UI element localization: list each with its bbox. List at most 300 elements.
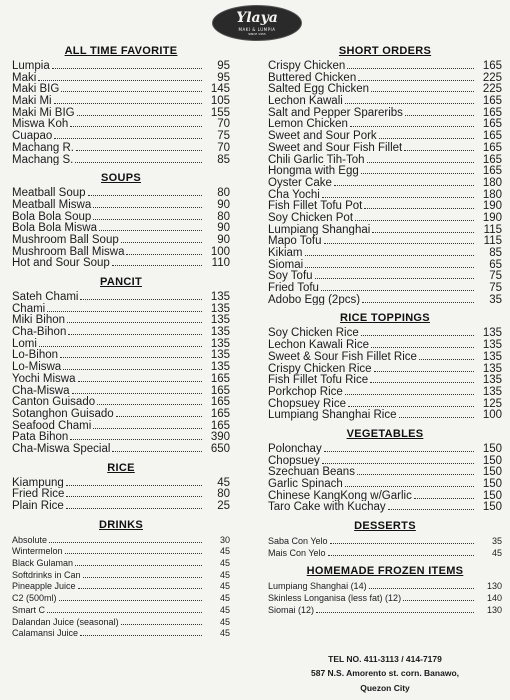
item-name: Garlic Spinach [268, 478, 343, 490]
item-name: Plain Rice [12, 500, 64, 512]
item-price: 135 [210, 349, 230, 362]
item-price: 165 [210, 396, 230, 408]
dot-leader [97, 396, 202, 405]
menu-item [12, 303, 230, 315]
dot-leader [65, 545, 202, 554]
item-name: Cha-Miswa [12, 384, 70, 397]
item-price: 150 [482, 501, 502, 514]
menu-item [268, 95, 502, 107]
menu-item [12, 187, 230, 199]
menu-item [12, 592, 230, 604]
item-name: Chopsuey [268, 454, 320, 467]
dot-leader [93, 420, 202, 429]
item-price: 135 [210, 337, 230, 350]
section-heading-soups: SOUPS [100, 172, 141, 185]
menu-item [12, 545, 230, 557]
dot-leader [328, 547, 474, 556]
dot-leader [324, 235, 475, 244]
menu-item [12, 95, 230, 107]
dot-leader [347, 60, 474, 69]
menu-item [12, 408, 230, 420]
item-price: 45 [219, 593, 230, 604]
item-name: C2 (500ml) [12, 593, 57, 604]
menu-item [12, 326, 230, 338]
item-price: 45 [219, 569, 230, 580]
dot-leader [322, 189, 474, 198]
menu-item [268, 118, 502, 130]
item-price: 135 [210, 326, 230, 338]
item-name: Mais Con Yelo [268, 547, 326, 558]
item-name: Black Gulaman [12, 558, 74, 569]
item-price: 135 [482, 339, 502, 351]
item-name: Chami [12, 302, 46, 315]
dot-leader [80, 627, 202, 636]
dot-leader [370, 374, 474, 383]
menu-item [12, 246, 230, 258]
dot-leader [379, 130, 474, 139]
dot-leader [321, 282, 474, 291]
item-price: 45 [491, 547, 502, 558]
dot-leader [93, 199, 202, 208]
item-name: Lo-Bihon [12, 349, 59, 362]
item-price: 80 [217, 187, 230, 199]
menu-item [268, 212, 502, 224]
menu-item [12, 420, 230, 432]
item-price: 75 [217, 130, 230, 142]
dot-leader [99, 222, 202, 231]
item-name: Cha-Bihon [12, 326, 67, 338]
item-name: Cha-Miswa Special [12, 442, 111, 455]
menu-item [12, 234, 230, 246]
menu-item [12, 477, 230, 489]
item-price: 145 [210, 83, 230, 96]
menu-item [268, 327, 502, 339]
menu-item [268, 501, 502, 513]
item-price: 135 [210, 361, 230, 373]
item-name: Oyster Cake [268, 176, 332, 189]
item-price: 180 [482, 176, 502, 189]
dot-leader [52, 60, 202, 69]
item-name: Lo-Miswa [12, 361, 62, 373]
item-price: 135 [210, 314, 230, 327]
menu-item [268, 72, 502, 84]
item-price: 110 [211, 257, 230, 269]
item-price: 90 [217, 198, 230, 211]
item-name: Machang R. [12, 141, 75, 154]
item-name: Canton Guisado [12, 396, 96, 408]
menu-item [268, 189, 502, 201]
dot-leader [67, 314, 202, 323]
menu-item [12, 314, 230, 326]
item-name: Polonchay [268, 442, 322, 455]
item-name: Pata Bihon [12, 431, 69, 443]
item-price: 165 [210, 384, 230, 397]
item-price: 140 [486, 593, 502, 604]
item-name: Bola Bola Soup [12, 210, 92, 223]
dot-leader [76, 142, 202, 151]
item-price: 135 [210, 291, 230, 303]
section-heading-drinks: DRINKS [99, 518, 143, 531]
menu-item [12, 291, 230, 303]
item-price: 45 [219, 546, 230, 557]
section-heading-rice: RICE [107, 461, 135, 474]
city-line: Quezon City [360, 683, 410, 693]
item-name: Fish Fillet Tofu Pot [268, 200, 363, 212]
dot-leader [49, 534, 202, 543]
item-name: Maki Mi BIG [12, 106, 75, 119]
item-price: 80 [217, 210, 230, 223]
dot-leader [345, 95, 474, 104]
item-price: 45 [217, 476, 230, 489]
logo-tagline: MAKI & LUMPIA [238, 27, 276, 32]
menu-item [268, 282, 502, 294]
dot-leader [371, 83, 474, 92]
item-price: 35 [491, 536, 502, 547]
item-name: Hongma with Egg [268, 165, 359, 177]
menu-item [268, 351, 502, 363]
section-heading-desserts: DESSERTS [354, 520, 416, 533]
item-name: Siomai [268, 258, 304, 271]
menu-item [12, 569, 230, 581]
dot-leader [358, 72, 474, 81]
dot-leader [88, 187, 202, 196]
menu-item [12, 257, 230, 269]
item-price: 100 [210, 245, 230, 258]
menu-item [12, 154, 230, 166]
menu-item [12, 396, 230, 408]
item-name: Hot and Sour Soup [12, 257, 110, 269]
item-price: 135 [482, 362, 502, 375]
menu-item [12, 338, 230, 350]
item-price: 130 [486, 604, 502, 615]
dot-leader [330, 535, 474, 544]
menu-item [12, 211, 230, 223]
item-name: Chili Garlic Tih-Toh [268, 153, 365, 166]
dot-leader [59, 592, 202, 601]
item-name: Mushroom Ball Miswa [12, 245, 125, 258]
item-name: Lechon Kawali Rice [268, 339, 370, 351]
menu-item [268, 83, 502, 95]
menu-item [268, 154, 502, 166]
item-price: 135 [482, 327, 502, 340]
menu-item [268, 247, 502, 259]
item-name: Lumpiang Shanghai Rice [268, 409, 397, 421]
item-name: Sweet and Sour Fish Fillet [268, 141, 403, 154]
menu-item [268, 386, 502, 398]
menu-item [12, 431, 230, 443]
item-price: 155 [210, 106, 230, 119]
item-price: 135 [210, 302, 230, 315]
dot-leader [362, 294, 474, 303]
item-name: Lomi [12, 337, 37, 350]
item-name: Machang S. [12, 153, 74, 166]
menu-item [12, 83, 230, 95]
item-name: Absolute [12, 534, 48, 545]
item-price: 165 [482, 153, 502, 166]
section-heading-pancit: PANCIT [100, 276, 142, 288]
item-name: Siomai (12) [268, 604, 315, 615]
item-price: 105 [210, 95, 230, 107]
dot-leader [355, 212, 474, 221]
item-name: Lechon Kawali [268, 95, 343, 107]
item-name: Pineapple Juice [12, 581, 76, 592]
item-name: Lumpiang Shanghai (14) [268, 581, 367, 592]
item-price: 25 [217, 500, 230, 512]
item-name: Seafood Chami [12, 419, 92, 432]
menu-item [12, 107, 230, 119]
dot-leader [75, 557, 202, 566]
dot-leader [361, 327, 474, 336]
item-name: Kikiam [268, 247, 303, 259]
menu-item [268, 466, 502, 478]
menu-item [268, 177, 502, 189]
item-price: 150 [482, 442, 502, 455]
dot-leader [75, 154, 202, 163]
dot-leader [112, 443, 202, 452]
dot-leader [372, 224, 474, 233]
address-line: 587 N.S. Amorento st. corn. Banawo, [311, 668, 459, 678]
menu-item [12, 385, 230, 397]
menu-item [12, 72, 230, 84]
item-name: Sweet and Sour Pork [268, 130, 377, 142]
item-name: Yochi Miswa [12, 372, 76, 385]
menu-item [12, 222, 230, 234]
item-price: 650 [210, 442, 230, 455]
item-name: Smart C [12, 604, 46, 615]
dot-leader [334, 177, 474, 186]
menu-item [268, 535, 502, 547]
item-price: 45 [219, 581, 230, 592]
dot-leader [404, 142, 474, 151]
menu-item [12, 443, 230, 455]
dot-leader [345, 386, 474, 395]
dot-leader [361, 165, 474, 174]
item-price: 45 [219, 616, 230, 627]
section-heading-all-time: ALL TIME FAVORITE [64, 45, 178, 57]
item-name: Mushroom Ball Soup [12, 233, 119, 246]
dot-leader [126, 246, 202, 255]
menu-item [268, 478, 502, 490]
item-name: Wintermelon [12, 546, 63, 557]
item-price: 165 [210, 407, 230, 420]
dot-leader [61, 83, 202, 92]
dot-leader [405, 107, 474, 116]
item-name: Porkchop Rice [268, 385, 343, 398]
item-price: 225 [482, 71, 502, 84]
dot-leader [357, 466, 474, 475]
item-name: Soy Chicken Rice [268, 327, 359, 340]
menu-item [268, 455, 502, 467]
left-menu-column [12, 44, 230, 645]
item-name: Kiampung [12, 476, 64, 489]
item-price: 130 [486, 581, 502, 592]
item-price: 165 [482, 141, 502, 154]
item-name: Lemon Chicken [268, 118, 348, 131]
item-name: Dalandan Juice (seasonal) [12, 616, 119, 627]
item-name: Crispy Chicken [268, 60, 346, 72]
menu-item [12, 349, 230, 361]
item-name: Saba Con Yelo [268, 536, 328, 547]
item-name: Salted Egg Chicken [268, 83, 370, 96]
menu-item [268, 294, 502, 306]
dot-leader [364, 200, 474, 209]
dot-leader [345, 478, 474, 487]
dot-leader [72, 385, 202, 394]
menu-item [12, 500, 230, 512]
right-menu-column [268, 44, 502, 622]
dot-leader [83, 569, 202, 578]
item-name: Fried Rice [12, 488, 65, 500]
item-price: 95 [217, 60, 230, 72]
menu-item [268, 130, 502, 142]
item-price: 165 [482, 165, 502, 177]
menu-item [268, 200, 502, 212]
menu-item [268, 374, 502, 386]
section-heading-rice-toppings: RICE TOPPINGS [340, 312, 430, 325]
item-price: 45 [219, 604, 230, 615]
dot-leader [369, 580, 474, 589]
item-name: Sateh Chami [12, 291, 79, 303]
item-price: 165 [482, 106, 502, 119]
menu-item [268, 547, 502, 559]
dot-leader [322, 455, 474, 464]
item-name: Cuapao [12, 130, 53, 142]
dot-leader [70, 118, 202, 127]
item-price: 85 [489, 247, 502, 259]
item-name: Szechuan Beans [268, 466, 355, 478]
dot-leader [121, 616, 202, 625]
dot-leader [121, 234, 202, 243]
item-name: Miki Bihon [12, 314, 66, 327]
dot-leader [78, 580, 202, 589]
dot-leader [80, 291, 202, 300]
item-name: Salt and Pepper Spareribs [268, 106, 403, 119]
item-price: 150 [482, 466, 502, 478]
item-price: 165 [482, 95, 502, 107]
item-name: Adobo Egg (2pcs) [268, 293, 361, 306]
item-name: Calamansi Juice [12, 628, 79, 639]
item-price: 165 [482, 118, 502, 131]
item-name: Skinless Longanisa (less fat) (12) [268, 593, 402, 604]
dot-leader [54, 95, 202, 104]
menu-item [268, 224, 502, 236]
dot-leader [47, 303, 202, 312]
item-price: 390 [210, 431, 230, 443]
item-price: 45 [219, 628, 230, 639]
item-price: 135 [482, 385, 502, 398]
item-price: 225 [482, 83, 502, 96]
item-name: Lumpia [12, 60, 50, 72]
item-name: Meatball Miswa [12, 198, 92, 211]
item-price: 80 [217, 488, 230, 500]
item-name: Sweet & Sour Fish Fillet Rice [268, 350, 417, 363]
phone-number: TEL NO. 411-3113 / 414-7179 [328, 654, 442, 664]
menu-item [268, 604, 502, 616]
dot-leader [68, 326, 202, 335]
dot-leader [399, 409, 474, 418]
menu-item [12, 361, 230, 373]
item-name: Crispy Chicken Rice [268, 362, 372, 375]
section-heading-short-orders: SHORT ORDERS [338, 45, 432, 57]
dot-leader [112, 257, 202, 266]
dot-leader [419, 351, 474, 360]
logo-name: Ylaya [236, 10, 278, 26]
item-price: 190 [482, 211, 502, 224]
dot-leader [54, 130, 202, 139]
menu-item [12, 142, 230, 154]
item-price: 35 [489, 293, 502, 306]
item-name: Chopsuey Rice [268, 397, 346, 410]
item-name: Bola Bola Miswa [12, 222, 98, 234]
dot-leader [403, 592, 474, 601]
item-price: 75 [489, 282, 502, 294]
item-name: Softdrinks in Can [12, 569, 81, 580]
dot-leader [38, 72, 202, 81]
dot-leader [93, 211, 202, 220]
menu-item [268, 592, 502, 604]
dot-leader [305, 247, 474, 256]
menu-item [268, 409, 502, 421]
item-price: 100 [482, 409, 502, 421]
dot-leader [414, 490, 474, 499]
item-name: Miswa Koh [12, 118, 69, 131]
item-price: 115 [483, 235, 502, 247]
item-price: 190 [482, 200, 502, 212]
item-price: 85 [217, 153, 230, 166]
menu-item [268, 339, 502, 351]
menu-item [12, 118, 230, 130]
item-name: Taro Cake with Kuchay [268, 501, 386, 514]
dot-leader [63, 361, 202, 370]
item-price: 70 [217, 141, 230, 154]
item-price: 45 [219, 558, 230, 569]
dot-leader [77, 107, 202, 116]
menu-item [268, 165, 502, 177]
item-price: 150 [482, 454, 502, 467]
menu-item [268, 443, 502, 455]
item-name: Buttered Chicken [268, 71, 357, 84]
dot-leader [116, 408, 202, 417]
dot-leader [315, 270, 474, 279]
menu-item [12, 604, 230, 616]
menu-item [12, 488, 230, 500]
item-price: 70 [217, 118, 230, 131]
item-name: Fish Fillet Tofu Rice [268, 374, 369, 386]
menu-item [12, 534, 230, 546]
item-price: 165 [210, 372, 230, 385]
menu-item [12, 557, 230, 569]
item-price: 135 [482, 374, 502, 386]
menu-item [12, 60, 230, 72]
item-name: Lumpiang Shanghai [268, 223, 371, 236]
item-name: Maki BIG [12, 83, 60, 96]
dot-leader [66, 477, 202, 486]
menu-item [268, 235, 502, 247]
item-price: 165 [482, 130, 502, 142]
dot-leader [78, 373, 203, 382]
dot-leader [39, 338, 202, 347]
menu-item [268, 107, 502, 119]
section-heading-frozen: HOMEMADE FROZEN ITEMS [306, 565, 464, 578]
dot-leader [47, 604, 202, 613]
dot-leader [374, 363, 474, 372]
item-price: 135 [482, 350, 502, 363]
section-heading-vegetables: VEGETABLES [346, 427, 424, 440]
item-name: Sotanghon Guisado [12, 407, 114, 420]
menu-item [12, 616, 230, 628]
item-price: 65 [489, 258, 502, 271]
dot-leader [388, 501, 474, 510]
